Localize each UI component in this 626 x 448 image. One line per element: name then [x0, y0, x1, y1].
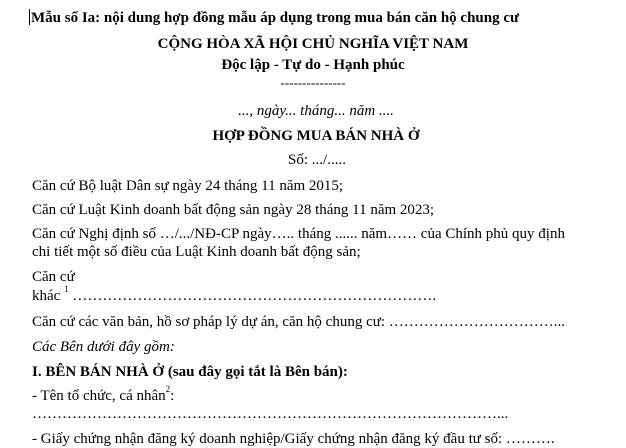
date-line: ..., ngày... tháng... năm .... [238, 103, 394, 119]
form-title: Mẫu số Ia: nội dung hợp đồng mẫu áp dụng trong mua bán căn hộ chung cư [31, 10, 520, 26]
legal-basis-civil-code: Căn cứ Bộ luật Dân sự ngày 24 tháng 11 năm 2015; [32, 178, 344, 194]
text-cursor [29, 9, 30, 25]
seller-name-label: - Tên tổ chức, cá nhân$^2$: [32, 384, 175, 404]
legal-basis-decree: Căn cứ Nghị định số …/.../NĐ-CP ngày….. tháng ...... năm…… của Chính phủ quy định [32, 226, 565, 242]
seller-name-fill: …………………………………………………………………………………... [32, 406, 509, 422]
legal-basis-real-estate-law: Căn cứ Luật Kinh doanh bất động sản ngày 28 tháng 11 năm 2023; [32, 202, 435, 218]
other-basis-line: khác $^1$ ………………………………………………………………. [32, 284, 437, 304]
other-basis-label: Căn cứ [32, 269, 75, 285]
footnote-1: 1 [64, 284, 69, 294]
contract-number: Số: .../..... [288, 152, 346, 168]
divider: --------------- [280, 75, 346, 90]
parties-intro: Các Bên dưới đây gồm: [32, 339, 175, 355]
legal-basis-decree-continued: chi tiết một số điều của Luật Kinh doanh bất động sản; [32, 244, 361, 260]
documents-basis: Căn cứ các văn bản, hồ sơ pháp lý dự án, căn hộ chung cư: ……………………………... [32, 314, 566, 330]
seller-heading: I. BÊN BÁN NHÀ Ở (sau đây gọi tắt là Bên bán): [32, 364, 348, 380]
nation-heading: CỘNG HÒA XÃ HỘI CHỦ NGHĨA VIỆT NAM [157, 36, 469, 52]
contract-title: HỢP ĐỒNG MUA BÁN NHÀ Ở [212, 128, 420, 144]
motto: Độc lập - Tự do - Hạnh phúc [221, 57, 405, 73]
seller-certificate-line: - Giấy chứng nhận đăng ký doanh nghiệp/Giấy chứng nhận đăng ký đầu tư số: ………. [32, 431, 555, 447]
footnote-2: 2 [165, 384, 171, 394]
